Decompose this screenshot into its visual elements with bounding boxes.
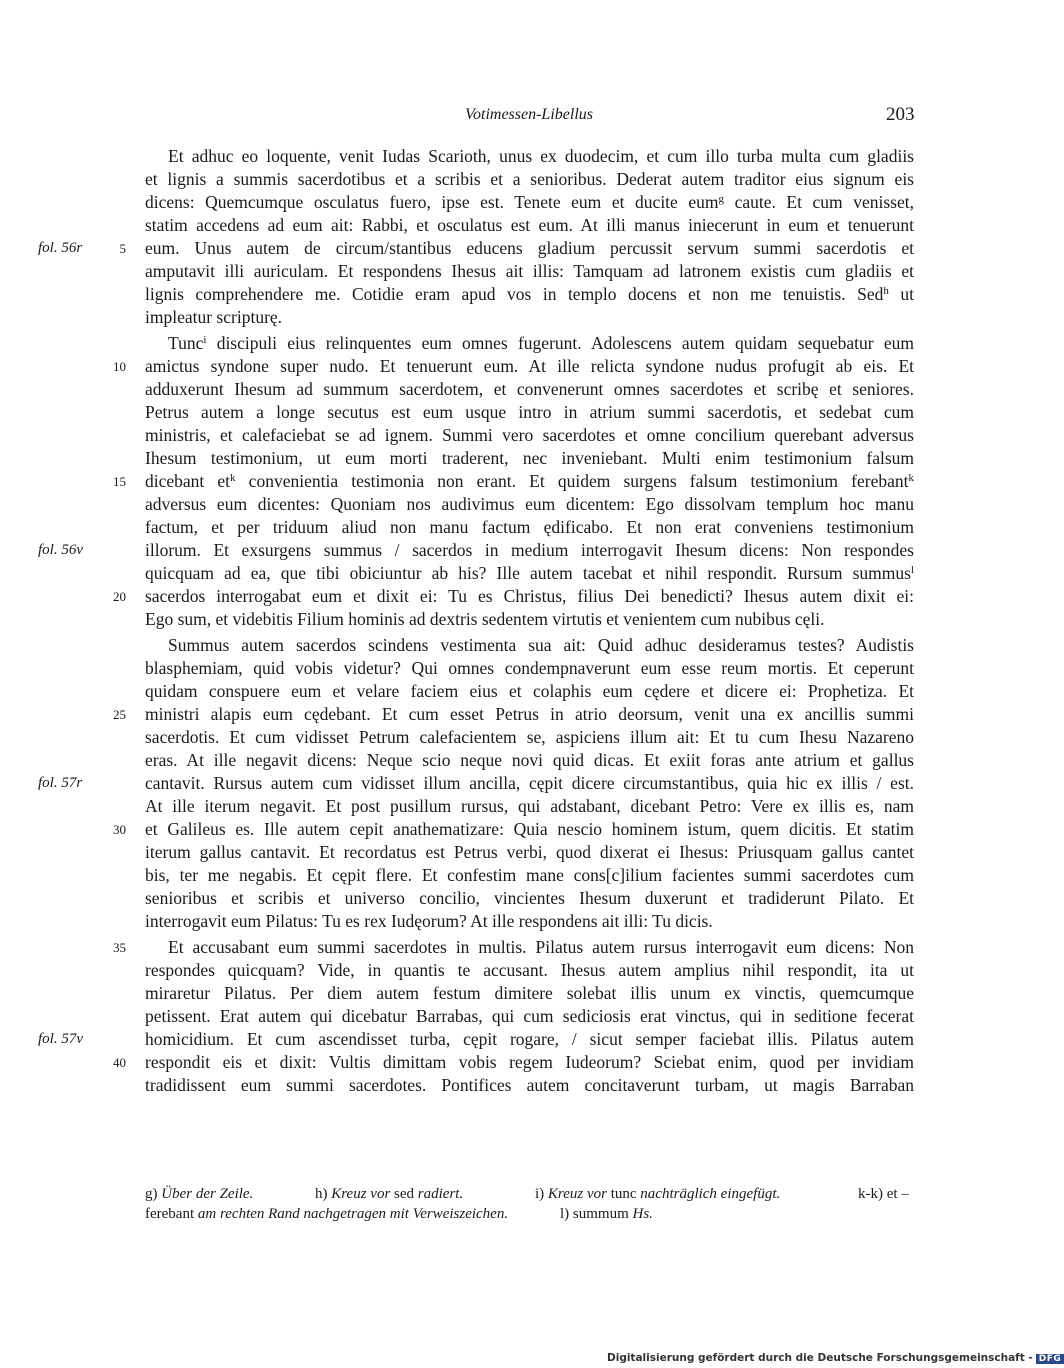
text-line: impleatur scripturę. xyxy=(145,307,283,327)
text-line: ministris, et calefaciebat se ad ignem. Summi vero sacerdotes et omne concilium querebant adversus xyxy=(145,425,914,445)
text-line: respondes quicquam? Vide, in quantis te accusant. Ihesus autem amplius nihil respondit, ita ut xyxy=(145,960,914,980)
text-line: lignis comprehendere me. Cotidie eram apud vos in templo docens et non me tenuistis. Sed$^h$ ut xyxy=(145,284,914,304)
text-line: blasphemiam, quid vobis videtur? Qui omnes condempnaverunt eum esse reum mortis. Et ceperunt xyxy=(145,658,914,678)
text-line: At ille iterum negavit. Et post pusillum rursus, qui adstabant, dicebant Petro: Vere ex illis es, nam xyxy=(145,796,914,816)
text-line: amictus syndone super nudo. Et tenuerunt eum. At ille relicta syndone nudus profugit ab eis. Et xyxy=(145,356,914,376)
text-line: Summus autem sacerdos scindens vestimenta sua ait: Quid adhuc desideramus testes? Audistis xyxy=(168,635,914,655)
text-line: dicens: Quemcumque osculatus fuero, ipse est. Tenete eum et ducite eum$^g$ caute. Et cum venisset, xyxy=(145,192,914,212)
text-line: cantavit. Rursus autem cum vidisset illum ancilla, cępit dicere circumstantibus, quia hic ex illis / est. xyxy=(145,773,914,793)
text-line: amputavit illi auriculam. Et respondens Ihesus ait illis: Tamquam ad latronem existis cum gladiis et xyxy=(145,261,914,281)
running-title: Votimessen-Libellus xyxy=(465,106,593,123)
line-number: 5 xyxy=(119,241,126,256)
text-line: senioribus et scribis et universo concilio, vincientes Ihesum duxerunt et tradiderunt Pilato. Et xyxy=(145,888,914,908)
text-line: illorum. Et exsurgens summus / sacerdos in medium interrogavit Ihesum dicens: Non respondes xyxy=(145,540,914,560)
running-head xyxy=(0,106,1000,130)
text-line: miraretur Pilatus. Per diem autem festum dimitere solebat illis unum ex vinctis, quemcumque xyxy=(145,983,914,1003)
folio-marker: fol. 57r xyxy=(38,775,83,791)
footnote-k: k-k) et – xyxy=(858,1186,909,1202)
folio-marker: fol. 56v xyxy=(38,542,83,558)
text-line: sacerdos interrogabat eum et dixit ei: Tu es Christus, filius Dei benedicti? Ihesus autem dixit ei: xyxy=(145,586,914,606)
dfg-logo: DFG xyxy=(1036,1354,1064,1364)
text-line: sacerdotis. Et cum vidisset Petrum calefacientem se, aspiciens illum ait: Et tu cum Ihesu Nazareno xyxy=(145,727,914,747)
text-line: iterum gallus cantavit. Et recordatus est Petrus verbi, quod dixerat ei Ihesus: Priusquam gallus cantet xyxy=(145,842,914,862)
text-line: Et adhuc eo loquente, venit Iudas Scarioth, unus ex duodecim, et cum illo turba multa cum gladiis xyxy=(168,146,914,166)
page-number: 203 xyxy=(886,104,915,125)
text-line: et lignis a summis sacerdotibus et a scribis et a senioribus. Dederat autem traditor eius signum eis xyxy=(145,169,914,189)
text-line: dicebant $et^k$ convenientia testimonia non erant. Et quidem surgens falsum testimonium ferebant$^k$ xyxy=(145,471,914,491)
text-line: adduxerunt Ihesum ad summum sacerdotem, et convenerunt omnes sacerdotes et scribę et seniores. xyxy=(145,379,914,399)
text-line: homicidium. Et cum ascendisset turba, cępit rogare, / sicut semper faciebat illis. Pilatus autem xyxy=(145,1029,914,1049)
text-line: Petrus autem a longe secutus est eum usque intro in atrium summi sacerdotis, et sedebat cum xyxy=(145,402,914,422)
text-line: bis, ter me negabis. Et cępit flere. Et confestim mane cons[c]ilium facientes summi sacerdotes cum xyxy=(145,865,914,885)
text-line: quidam conspuere eum et velare faciem eius et colaphis eum cędere et dicere ei: Prophetiza. Et xyxy=(145,681,914,701)
text-line: Ihesum testimonium, ut eum morti traderent, nec inveniebant. Multi enim testimonium falsum xyxy=(145,448,914,468)
text-line: ministri alapis eum cędebant. Et cum esset Petrus in atrio deorsum, venit una ex ancillis summi xyxy=(145,704,914,724)
text-line: Ego sum, et videbitis Filium hominis ad dextris sedentem virtutis et venientem cum nubibus cęli. xyxy=(145,609,825,629)
footnote-i: i) Kreuz vor tunc nachträglich eingefügt. xyxy=(535,1186,781,1202)
dfg-credit: Digitalisierung gefördert durch die Deutsche Forschungsgemeinschaft - DFG xyxy=(607,1352,1064,1364)
text-line: statim accedens ad eum ait: Rabbi, et osculatus est eum. At illi manus iniecerunt in eum et tenuerunt xyxy=(145,215,914,235)
folio-marker: fol. 57v xyxy=(38,1031,83,1047)
footnote-k-cont: ferebant am rechten Rand nachgetragen mit Verweiszeichen. xyxy=(145,1206,509,1222)
text-line: Tunc$^i$ discipuli eius relinquentes eum omnes fugerunt. Adolescens autem quidam sequebatur eum xyxy=(168,333,914,353)
folio-marker: fol. 56r xyxy=(38,240,83,256)
text-line: interrogavit eum Pilatus: Tu es rex Iudęorum? At ille respondens ait illi: Tu dicis. xyxy=(145,911,713,931)
text-line: quicquam ad ea, que tibi obiciuntur ab his? Ille autem tacebat et nihil respondit. Rursum summus$^l$ xyxy=(145,563,914,583)
text-line: factum, et per triduum aliud non manu factum ędificabo. Et non erat conveniens testimonium xyxy=(145,517,914,537)
line-number: 35 xyxy=(113,940,126,955)
text-line: tradidissent eum summi sacerdotes. Pontifices autem concitaverunt turbam, ut magis Barraban xyxy=(145,1075,914,1095)
text-line: et Galileus es. Ille autem cepit anathematizare: Quia nescio hominem istum, quem dicitis. Et statim xyxy=(145,819,914,839)
text-line: eras. At ille negavit dicens: Neque scio neque novi quid dicas. Et exiit foras ante atrium et gallus xyxy=(145,750,914,770)
footnote-l: l) summum Hs. xyxy=(560,1206,653,1222)
footnote-g: g) Über der Zeile. xyxy=(145,1186,254,1202)
footnote-h: h) Kreuz vor sed radiert. xyxy=(315,1186,464,1202)
line-number: 30 xyxy=(113,822,126,837)
line-number: 20 xyxy=(113,589,126,604)
line-number: 40 xyxy=(113,1055,126,1070)
line-number: 25 xyxy=(113,707,126,722)
line-number: 15 xyxy=(113,474,126,489)
text-line: eum. Unus autem de circum/stantibus educens gladium percussit servum summi sacerdotis et xyxy=(145,238,914,258)
text-line: Et accusabant eum summi sacerdotes in multis. Pilatus autem rursus interrogavit eum dicens: Non xyxy=(168,937,914,957)
text-line: respondit eis et dixit: Vultis dimittam vobis regem Iudeorum? Sciebat enim, quod per invidiam xyxy=(145,1052,914,1072)
text-line: petissent. Erat autem qui dicebatur Barrabas, qui cum sediciosis erat vinctus, qui in seditione fecerat xyxy=(145,1006,914,1026)
line-number: 10 xyxy=(113,359,126,374)
text-line: adversus eum dicentes: Quoniam nos audivimus eum dicentem: Ego dissolvam templum hoc manu xyxy=(145,494,914,514)
